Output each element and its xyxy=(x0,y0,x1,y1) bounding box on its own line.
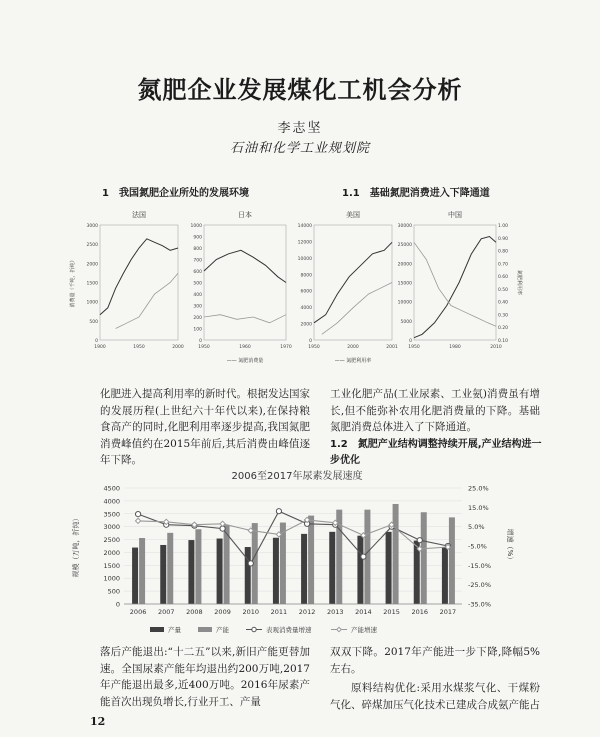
paragraph-bottom-col2b: 原料结构优化:采用水煤浆气化、干煤粉气化、碎煤加压气化技术已建成合成氨产能占 xyxy=(330,682,540,711)
bar-output xyxy=(329,532,335,604)
y-tick-label: 1000 xyxy=(190,224,202,229)
y2-tick-label: 15.0% xyxy=(468,503,489,512)
series-line xyxy=(138,511,448,563)
consumption-line xyxy=(314,242,392,322)
panel-frame xyxy=(414,225,496,340)
y-tick-label: 10000 xyxy=(297,256,312,262)
country-label: 法国 xyxy=(132,211,146,219)
consumption-line xyxy=(100,239,178,315)
y2-tick-label: 0.60 xyxy=(498,275,509,281)
bar-output xyxy=(442,547,448,604)
y-tick-label: 600 xyxy=(193,270,202,275)
x-tick-label: 2010 xyxy=(242,608,260,616)
legend-label: —— 氮肥利用率 xyxy=(334,358,372,364)
panel-frame xyxy=(100,225,178,340)
y-tick-label: 0 xyxy=(409,339,412,344)
y-tick-label: 4000 xyxy=(103,497,120,506)
bar-output xyxy=(357,536,363,604)
y-tick-label: 3000 xyxy=(86,224,98,229)
y2-tick-label: -15.0% xyxy=(468,561,491,570)
y2-tick-label: 25.0% xyxy=(468,484,489,493)
y-tick-label: 0 xyxy=(199,339,202,344)
legend-label: 产能增速 xyxy=(351,626,377,634)
x-tick-label: 2016 xyxy=(411,608,429,616)
y-tick-label: 2000 xyxy=(86,262,98,268)
y-tick-label: 200 xyxy=(193,316,202,321)
y2-tick-label: 0.50 xyxy=(498,287,509,293)
legend-marker xyxy=(337,627,341,631)
bar-output xyxy=(245,547,251,604)
y-tick-label: 2500 xyxy=(86,243,98,249)
x-tick-label: 1960 xyxy=(239,345,251,350)
country-chart-3 xyxy=(398,210,523,350)
consumption-line xyxy=(414,237,496,338)
x-tick-label: 2015 xyxy=(383,608,400,616)
country-label: 日本 xyxy=(238,211,252,219)
bar-output xyxy=(386,532,392,604)
panel-frame xyxy=(204,225,286,340)
legend-item xyxy=(150,625,182,634)
y-axis-label: 消费量（千吨，折纯） xyxy=(70,257,76,308)
bar-capacity xyxy=(195,529,201,604)
line-point xyxy=(361,554,366,559)
y-tick-label: 500 xyxy=(193,281,202,287)
y2-tick-label: -35.0% xyxy=(468,600,491,609)
y2-tick-label: 0.70 xyxy=(498,262,509,268)
panel-frame xyxy=(314,225,392,340)
y-tick-label: 400 xyxy=(193,293,202,298)
y2-tick-label: -5.0% xyxy=(468,542,487,551)
y-tick-label: 900 xyxy=(193,235,202,241)
x-tick-label: 2007 xyxy=(157,608,175,616)
paragraph-bottom-col1: 落后产能退出:“十二五”以来,新旧产能更替加速。全国尿素产能年均退出约200万吨,2017年产能退出最多,近400万吨。2016年尿素产能首次出现负增长,行业开工、产量 xyxy=(100,646,310,708)
x-tick-label: 1970 xyxy=(280,345,292,350)
x-tick-label: 2001 xyxy=(386,345,398,350)
x-tick-label: 2008 xyxy=(186,608,203,616)
y-tick-label: 5000 xyxy=(400,319,412,325)
y-tick-label: 500 xyxy=(89,319,98,325)
y2-tick-label: 1.00 xyxy=(498,224,509,229)
section-heading-1-1: 1.1 基础氮肥消费进入下降通道 xyxy=(342,188,490,199)
y-tick-label: 2000 xyxy=(300,322,312,328)
y2-tick-label: 0.80 xyxy=(498,249,509,255)
legend-item xyxy=(246,625,312,634)
x-tick-label: 2000 xyxy=(347,345,359,350)
x-tick-label: 2012 xyxy=(298,608,316,616)
line-point xyxy=(135,518,140,523)
y-tick-label: 25000 xyxy=(397,243,412,249)
x-tick-label: 1950 xyxy=(308,345,320,350)
bar-output xyxy=(217,539,223,604)
bar-capacity xyxy=(421,512,427,604)
y-tick-label: 1500 xyxy=(86,281,98,287)
y-tick-label: 800 xyxy=(193,247,202,252)
x-tick-label: 2011 xyxy=(270,608,288,616)
legend-item xyxy=(198,625,230,634)
bar-capacity xyxy=(139,538,145,604)
y-tick-label: 1000 xyxy=(86,300,98,306)
country-chart-2 xyxy=(298,210,398,364)
y-tick-label: 3500 xyxy=(103,510,120,519)
bar-output xyxy=(160,545,166,604)
consumption-line xyxy=(204,250,286,282)
x-tick-label: 2010 xyxy=(490,345,502,350)
line-point xyxy=(417,538,422,543)
line-point xyxy=(135,512,140,517)
x-tick-label: 2017 xyxy=(439,608,457,616)
x-tick-label: 2000 xyxy=(172,345,184,350)
y2-axis-label: 增速（%） xyxy=(506,528,514,564)
y-tick-label: 4500 xyxy=(103,484,120,493)
y-tick-label: 14000 xyxy=(297,224,312,229)
y-tick-label: 6000 xyxy=(300,289,312,295)
page-number: 12 xyxy=(90,715,106,728)
legend-swatch xyxy=(150,627,164,632)
bar-output xyxy=(273,538,279,604)
paragraph-col1: 化肥进入提高利用率的新时代。根据发达国家的发展历程(上世纪六十年代以来),在保持粮食高产的同时,化肥利用率逐步提高,我国氮肥消费峰值约在2015年前后,其后消费由峰值逐年下降。 xyxy=(100,388,310,466)
y-tick-label: 12000 xyxy=(297,240,312,246)
y-tick-label: 300 xyxy=(193,304,202,310)
y-tick-label: 1000 xyxy=(103,574,120,583)
bar-capacity xyxy=(308,516,314,604)
y2-tick-label: 0.10 xyxy=(498,339,509,344)
y-tick-label: 100 xyxy=(193,327,202,333)
y-tick-label: 2000 xyxy=(103,548,120,557)
paper-title: 氮肥企业发展煤化工机会分析 xyxy=(137,76,463,104)
x-tick-label: 1980 xyxy=(449,345,461,350)
urea-growth-chart xyxy=(62,466,532,641)
x-tick-label: 1950 xyxy=(408,345,420,350)
legend-label: 产量 xyxy=(168,626,181,634)
y2-tick-label: 0.90 xyxy=(498,236,509,242)
line-point xyxy=(276,509,281,514)
y-tick-label: 500 xyxy=(107,587,120,596)
country-chart-0 xyxy=(69,210,184,350)
bar-capacity xyxy=(167,533,173,604)
efficiency-line xyxy=(322,283,392,335)
bar-output xyxy=(188,540,194,604)
efficiency-line xyxy=(414,242,496,326)
efficiency-line xyxy=(204,315,286,323)
x-tick-label: 2006 xyxy=(129,608,147,616)
y-tick-label: 0 xyxy=(115,600,120,609)
y2-tick-label: 5.0% xyxy=(468,523,485,532)
bar-output xyxy=(301,534,307,604)
y-tick-label: 2500 xyxy=(103,536,120,545)
section-heading-1-2: 1.2 氮肥产业结构调整持续开展,产业结构进一步优化 xyxy=(330,439,542,466)
affiliation: 石油和化学工业规划院 xyxy=(229,141,370,156)
x-tick-label: 2009 xyxy=(214,608,231,616)
bar-capacity xyxy=(449,517,455,604)
country-label: 中国 xyxy=(448,211,462,219)
author: 李志坚 xyxy=(277,121,323,136)
paragraph-bottom-col2a: 双双下降。2017年产能进一步下降,降幅5%左右。 xyxy=(330,646,540,675)
y-tick-label: 4000 xyxy=(300,306,312,312)
legend-item xyxy=(331,625,378,634)
legend-label: 表观消费量增速 xyxy=(266,626,312,634)
y-tick-label: 20000 xyxy=(397,262,412,268)
y2-tick-label: 0.30 xyxy=(498,313,509,319)
y-tick-label: 700 xyxy=(193,258,202,264)
x-tick-label: 2014 xyxy=(355,608,372,616)
y2-tick-label: -25.0% xyxy=(468,581,491,590)
chart-title: 2006至2017年尿素发展速度 xyxy=(231,471,363,482)
x-tick-label: 1950 xyxy=(198,345,210,350)
x-tick-label: 1900 xyxy=(94,345,106,350)
y-tick-label: 1500 xyxy=(103,561,120,570)
efficiency-line xyxy=(116,273,178,328)
y2-tick-label: 0.20 xyxy=(498,326,509,332)
y-axis-label: 规模（万吨，折纯） xyxy=(72,514,80,578)
y-tick-label: 30000 xyxy=(397,224,412,229)
legend-label: —— 氮肥消费量 xyxy=(226,358,264,364)
series-line xyxy=(138,520,448,549)
y-tick-label: 0 xyxy=(309,339,312,344)
legend-label: 产能 xyxy=(216,626,229,634)
paragraph-col2: 工业化肥产品(工业尿素、工业氨)消费虽有增长,但不能弥补农用化肥消费量的下降。基础氮肥消费总体进入了下降通道。 xyxy=(330,388,540,433)
bar-capacity xyxy=(393,504,399,604)
legend-marker xyxy=(252,627,256,631)
y2-axis-label: 氮肥利用率 xyxy=(516,269,522,296)
y-tick-label: 3000 xyxy=(103,523,120,532)
y-tick-label: 0 xyxy=(95,339,98,344)
section-heading-1: 1 我国氮肥企业所处的发展环境 xyxy=(102,188,249,199)
legend-swatch xyxy=(198,627,212,632)
country-chart-1 xyxy=(191,210,292,364)
country-charts-figure xyxy=(62,205,532,375)
y-tick-label: 10000 xyxy=(397,300,412,306)
y2-tick-label: 0.40 xyxy=(498,300,509,306)
y-tick-label: 15000 xyxy=(397,281,412,287)
line-point xyxy=(248,561,253,566)
country-label: 美国 xyxy=(346,211,360,219)
bar-output xyxy=(132,548,138,604)
x-tick-label: 1950 xyxy=(133,345,145,350)
y-tick-label: 8000 xyxy=(300,273,312,279)
x-tick-label: 2013 xyxy=(326,608,344,616)
